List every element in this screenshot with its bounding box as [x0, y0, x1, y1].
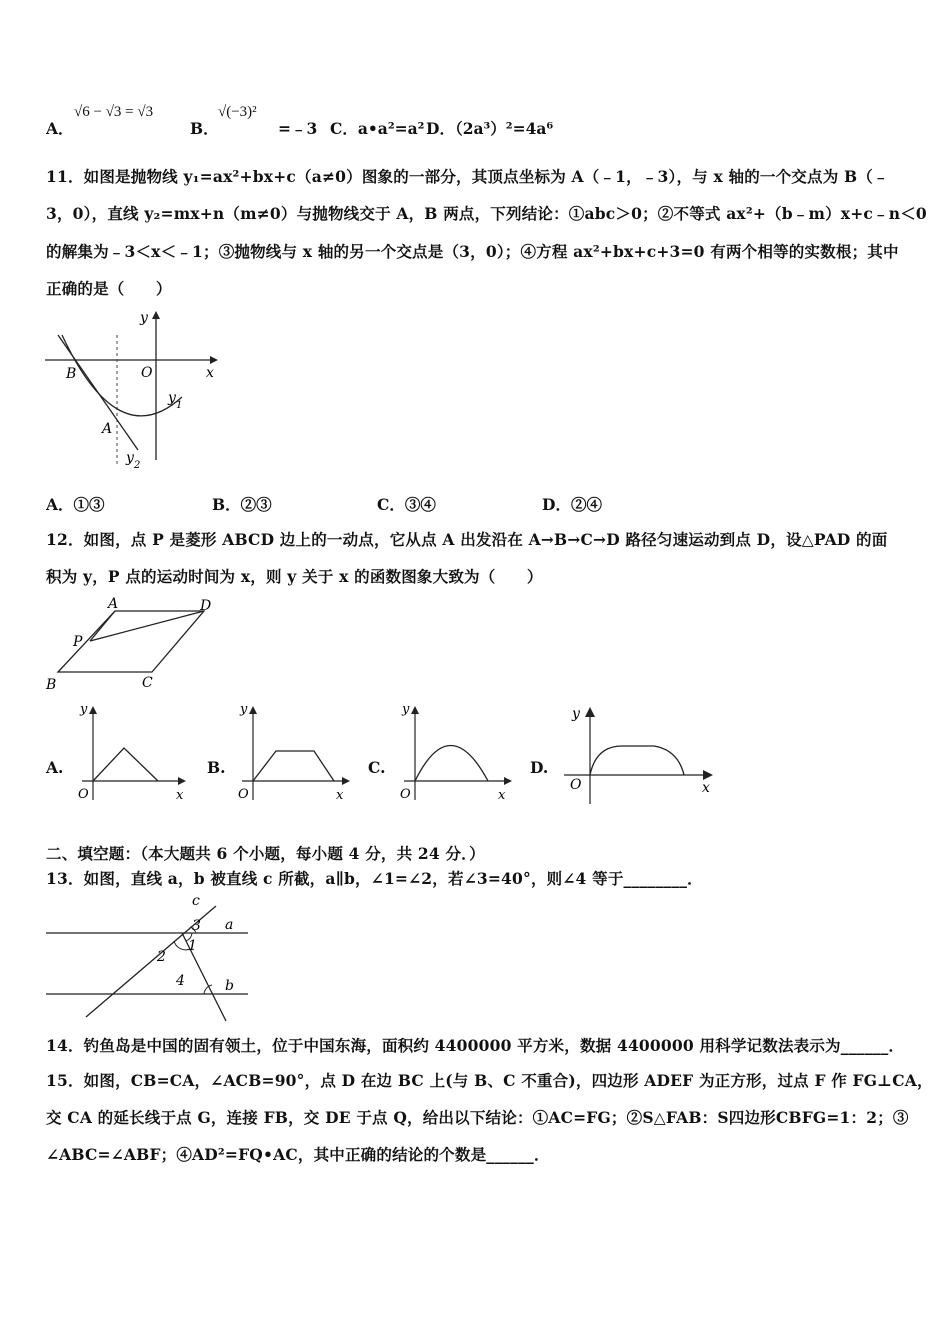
label-y2-sub: 2	[134, 460, 141, 471]
q15-text-line1: 15．如图，CB=CA，∠ACB=90°，点 D 在边 BC 上(与 B、C 不重合)，四边形 ADEF 为正方形，过点 F 作 FG⊥CA，	[46, 1071, 933, 1090]
svg-text:x: x	[176, 788, 184, 803]
label-1: 1	[188, 938, 197, 954]
q12-text-line1: 12．如图，点 P 是菱形 ABCD 边上的一动点，它从点 A 出发沿在 A→B→C→D 路径匀速运动到点 D，设△PAD 的面	[46, 530, 888, 549]
q15-text-line2: 交 CA 的延长线于点 G，连接 FB，交 DE 于点 Q，给出以下结论：①AC=FG；②S△FAB：S四边形CBFG=1：2；③	[46, 1108, 909, 1127]
q11-parabola-figure	[40, 305, 230, 475]
svg-text:y: y	[402, 702, 410, 717]
q11-text-line2: 3，0），直线 y₂=mx+n（m≠0）与抛物线交于 A，B 两点，下列结论：①abc＞0；②不等式 ax²+（b﹣m）x+c﹣n＜0	[46, 204, 927, 223]
q12-text-line2: 积为 y，P 点的运动时间为 x，则 y 关于 x 的函数图象大致为（ ）	[46, 567, 543, 586]
label-a: A	[108, 596, 119, 612]
label-y1: y	[168, 390, 176, 406]
q12-option-b-label: B.	[207, 758, 226, 777]
label-b: b	[225, 978, 234, 994]
label-p: P	[73, 634, 83, 650]
label-b: B	[66, 366, 77, 382]
q10-option-a-expression: √6 − √3 = √3	[74, 104, 154, 120]
label-y: y	[140, 310, 148, 326]
q12-option-d-graph	[560, 700, 720, 806]
q11-text-line3: 的解集为﹣3＜x＜﹣1；③抛物线与 x 轴的另一个交点是（3，0）；④方程 ax²+bx+c+3=0 有两个相等的实数根；其中	[46, 242, 899, 261]
q10-option-c: C．a•a²=a²	[330, 119, 425, 138]
label-o: O	[141, 365, 153, 381]
x-axis-arrow	[210, 356, 218, 364]
section2-title: 二、填空题：（本大题共 6 个小题，每小题 4 分，共 24 分．）	[46, 844, 485, 863]
q13-parallel-lines-figure	[40, 893, 260, 1023]
segment-pa	[90, 611, 115, 641]
arch-curve	[415, 746, 488, 782]
q10-option-b-expression: √(−3)²	[218, 104, 257, 120]
q11-text-line4: 正确的是（ ）	[46, 279, 172, 298]
label-b: B	[46, 677, 57, 693]
svg-text:y: y	[572, 706, 580, 722]
q11-text-line1: 11．如图是抛物线 y₁=ax²+bx+c（a≠0）图象的一部分，其顶点坐标为 A（﹣1，﹣3），与 x 轴的一个交点为 B（﹣	[46, 167, 889, 186]
q10-option-a-label: A．	[46, 119, 74, 138]
q10-option-d: D．（2a³）²=4a⁶	[426, 119, 554, 138]
q11-option-b: B．②③	[212, 495, 272, 514]
label-2: 2	[157, 949, 166, 965]
svg-text:x: x	[336, 788, 344, 803]
label-a: a	[225, 917, 234, 933]
q15-text-line3: ∠ABC=∠ABF；④AD²=FQ•AC，其中正确的结论的个数是______．	[46, 1145, 550, 1164]
label-c: C	[142, 675, 153, 691]
trapezoid-curve	[253, 751, 334, 781]
label-a: A	[102, 421, 113, 437]
flat-top-curve	[590, 746, 684, 775]
svg-text:O: O	[570, 777, 582, 793]
svg-text:O: O	[238, 787, 249, 802]
line-y2	[58, 335, 138, 450]
svg-text:O: O	[400, 787, 411, 802]
q12-option-b-graph	[232, 700, 356, 804]
q14-text-line1: 14．钓鱼岛是中国的固有领土，位于中国东海，面积约 4400000 平方米，数据 4400000 用科学记数法表示为______．	[46, 1036, 905, 1055]
q13-text-line1: 13．如图，直线 a，b 被直线 c 所截，a∥b，∠1=∠2，若∠3=40°，则∠4 等于________．	[46, 869, 703, 888]
q10-option-b-label: B．	[190, 119, 219, 138]
q11-option-c: C．③④	[377, 495, 436, 514]
label-4: 4	[176, 973, 185, 989]
label-d: D	[200, 598, 212, 614]
parabola-y1	[62, 335, 182, 416]
q12-option-c-label: C.	[368, 758, 386, 777]
label-x: x	[206, 365, 214, 381]
q11-option-d: D．②④	[542, 495, 602, 514]
q11-option-a: A．①③	[46, 495, 105, 514]
q12-rhombus-figure	[40, 594, 230, 694]
svg-text:x: x	[702, 780, 710, 796]
q12-option-a-graph	[72, 700, 192, 804]
triangle-curve	[93, 748, 158, 781]
q10-option-b-result: =﹣3	[278, 119, 318, 138]
label-y1-sub: 1	[176, 400, 183, 411]
q12-option-a-label: A.	[46, 758, 64, 777]
label-3: 3	[192, 918, 201, 934]
svg-text:y: y	[80, 702, 88, 717]
q12-option-d-label: D.	[530, 758, 549, 777]
y-axis-arrow	[152, 311, 160, 319]
svg-text:O: O	[78, 787, 89, 802]
svg-text:x: x	[498, 788, 506, 803]
segment-pd	[90, 611, 204, 641]
label-c: c	[192, 893, 200, 909]
label-y2: y	[126, 450, 134, 466]
q12-option-c-graph	[394, 700, 518, 804]
svg-text:y: y	[240, 702, 248, 717]
